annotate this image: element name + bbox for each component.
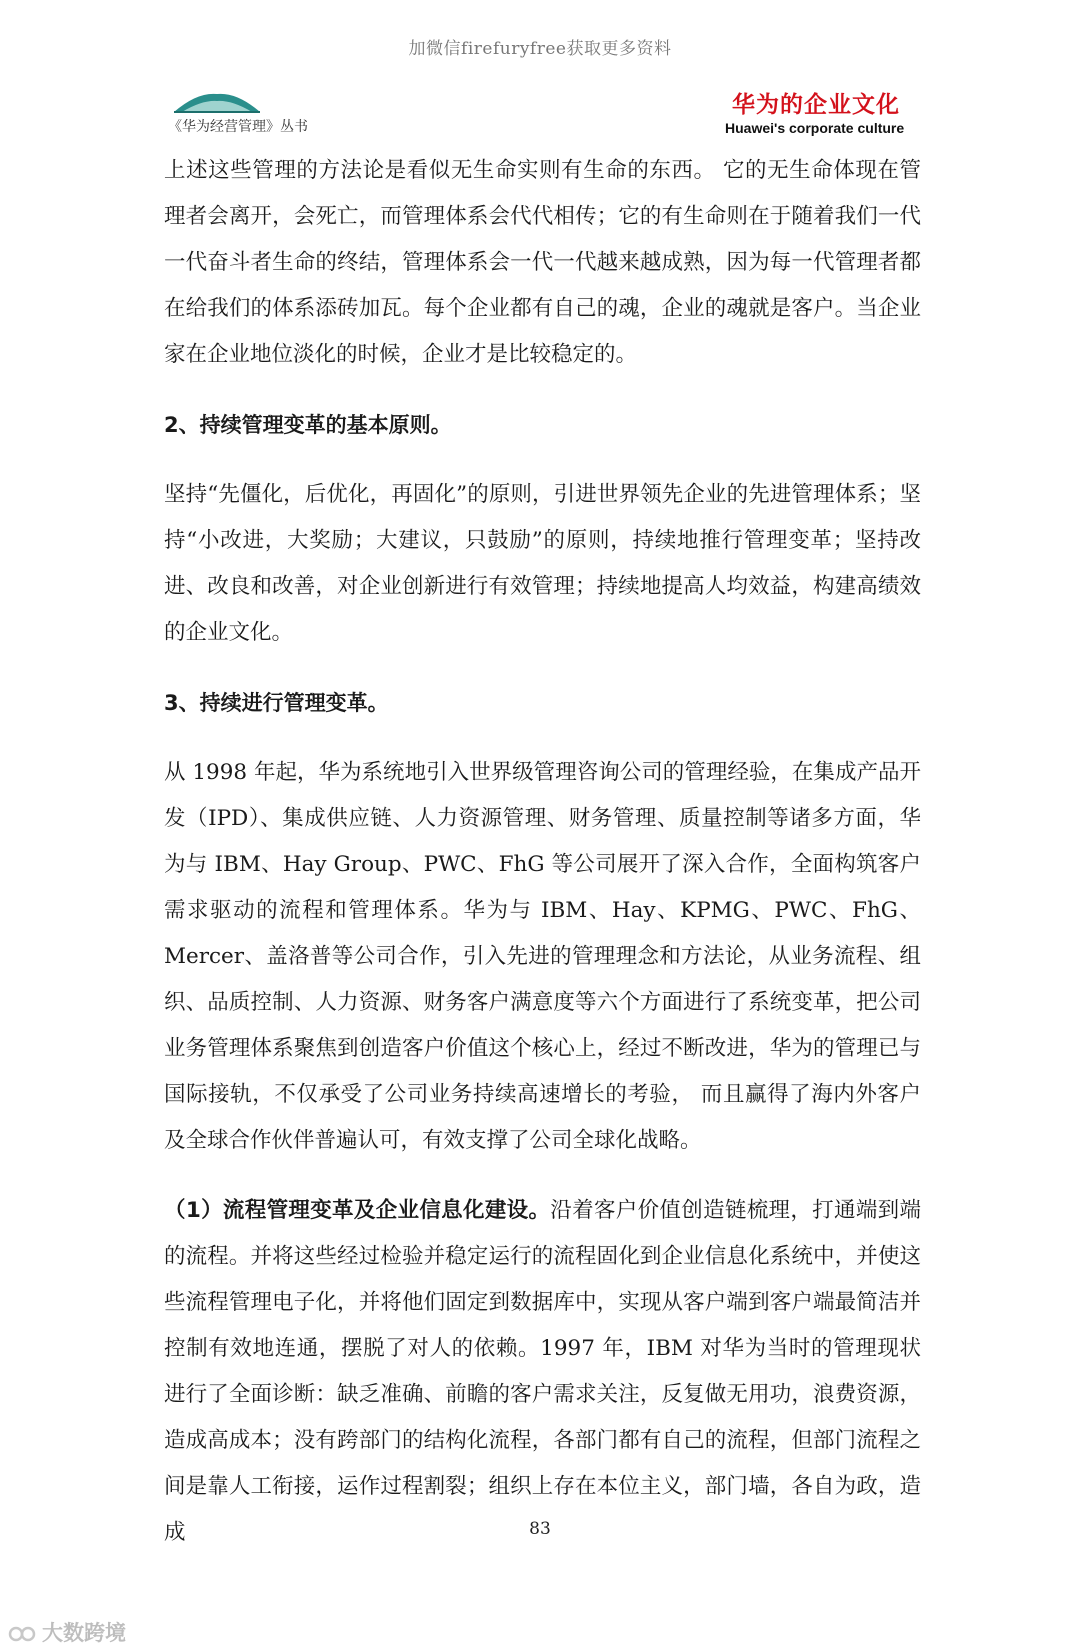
paragraph-lead: （1）流程管理变革及企业信息化建设。 [164, 1198, 551, 1223]
page-number: 83 [529, 1519, 551, 1539]
paragraph-text: 沿着客户价值创造链梳理，打通端到端的流程。并将这些经过检验并稳定运行的流程固化到企业信息化系统中，并使这些流程管理电子化，并将他们固定到数据库中，实现从客户端到客户端最简洁并控制有效地连通，摆脱了对人的依赖。1997 年，IBM 对华为当时的管理现状进行了全面诊断：缺乏准确、前瞻的客户需求关注，反复做无用功，浪费资源，造成高成本；没有跨部门的结构化流程，各部门都有自己的流程，但部门流程之间是靠人工衔接，运作过程割裂；组织上存在本位主义，部门墙，各自为政，造成 [164, 1198, 921, 1545]
book-series-logo-icon [172, 90, 262, 114]
header-note: 加微信firefuryfree获取更多资料 [408, 39, 672, 59]
series-label: 《华为经营管理》丛书 [168, 119, 308, 135]
paragraph: 坚持“先僵化，后优化，再固化”的原则，引进世界领先企业的先进管理体系；坚持“小改进，大奖励；大建议，只鼓励”的原则，持续地推行管理变革；坚持改进、改良和改善，对企业创新进行有效管理；持续地提高人均效益，构建高绩效的企业文化。 [164, 482, 921, 645]
paragraph: 从 1998 年起，华为系统地引入世界级管理咨询公司的管理经验，在集成产品开发（IPD）、集成供应链、人力资源管理、财务管理、质量控制等诸多方面，华为与 IBM、Hay Group、PWC、FhG 等公司展开了深入合作，全面构筑客户需求驱动的流程和管理体系。华为与 IBM、Hay、KPMG、PWC、FhG、Mercer、盖洛普等公司合作，引入先进的管理理念和方法论，从业务流程、组织、品质控制、人力资源、财务客户满意度等六个方面进行了系统变革，把公司业务管理体系聚焦到创造客户价值这个核心上，经过不断改进，华为的管理已与国际接轨，不仅承受了公司业务持续高速增长的考验， 而且赢得了海内外客户及全球合作伙伴普遍认可，有效支撑了公司全球化战略。 [164, 760, 921, 1153]
watermark-text: 大数跨境 [42, 1621, 126, 1645]
section-heading: 3、持续进行管理变革。 [164, 691, 389, 715]
brand-title: 华为的企业文化 [732, 92, 900, 118]
page-content [164, 148, 921, 1556]
watermark-logo-icon [8, 1624, 38, 1644]
paragraph: 上述这些管理的方法论是看似无生命实则有生命的东西。 它的无生命体现在管理者会离开，会死亡，而管理体系会代代相传；它的有生命则在于随着我们一代一代奋斗者生命的终结，管理体系会一代一代越来越成熟，因为每一代管理者都在给我们的体系添砖加瓦。每个企业都有自己的魂，企业的魂就是客户。当企业家在企业地位淡化的时候，企业才是比较稳定的。 [164, 158, 921, 367]
paragraph [164, 1188, 921, 1556]
watermark [8, 1617, 126, 1647]
brand-subtitle: Huawei's corporate culture [725, 120, 905, 136]
section-heading: 2、持续管理变革的基本原则。 [164, 413, 452, 437]
